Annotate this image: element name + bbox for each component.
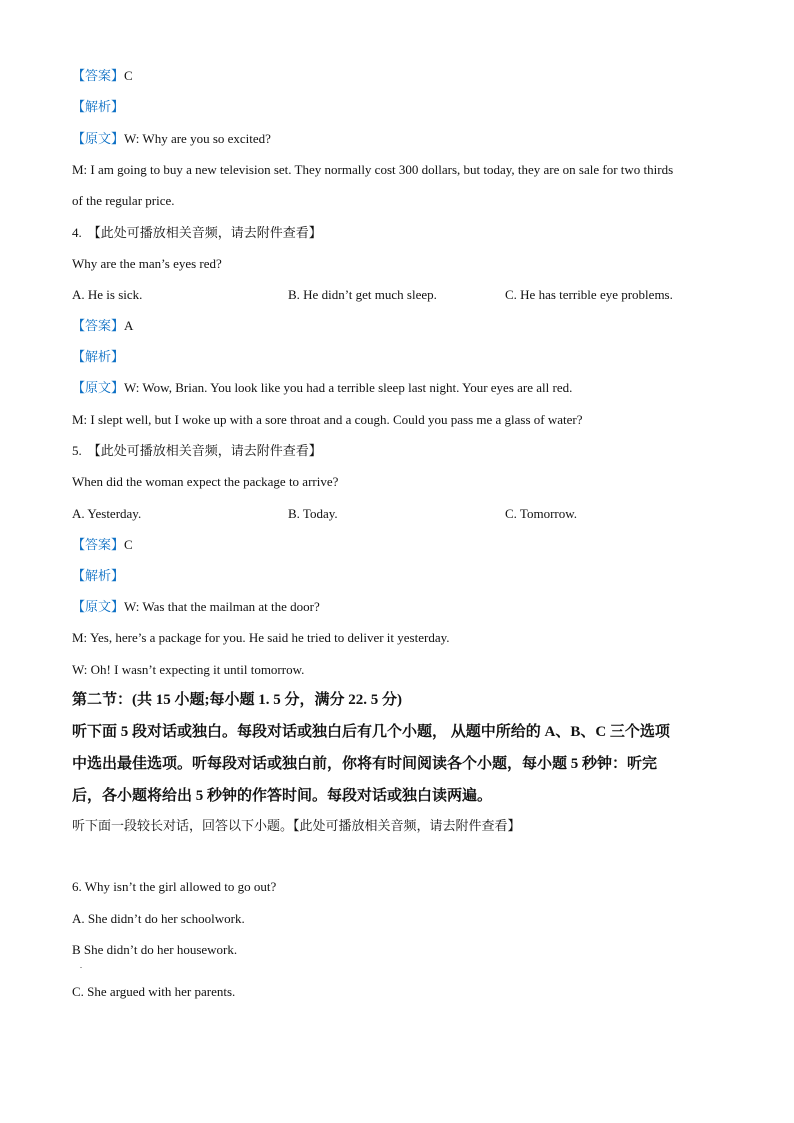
q5-heading [72,442,322,460]
transcript-tag: 【原文】 [72,131,125,146]
q6-option-b: B She didn’t do her housework. [72,942,238,957]
transcript-tag: 【原文】 [72,380,125,395]
q4-answer-line [72,317,133,335]
answer-tag: 【答案】 [72,68,125,83]
analysis-tag: 【解析】 [72,349,125,364]
q4-transcript-w [72,379,572,397]
q4-question: Why are the man’s eyes red? [72,256,222,271]
q5-question: When did the woman expect the package to arrive? [72,474,339,489]
q6-stray-dot: . [80,961,82,970]
q4-number: 4. [72,225,82,240]
transcript-tag: 【原文】 [72,599,125,614]
q4-option-c: C. He has terrible eye problems. [505,287,673,302]
section2-instruction-1: 听下面 5 段对话或独白。每段对话或独白后有几个小题， 从题中所给的 A、B、C 三个选项 [72,724,670,740]
q5-option-a: A. Yesterday. [72,506,142,521]
q4-transcript-m: M: I slept well, but I woke up with a sore throat and a cough. Could you pass me a glass of water? [72,412,583,427]
q4-w-text: W: Wow, Brian. You look like you had a terrible sleep last night. Your eyes are all red. [124,380,573,395]
q3-transcript-m-line1: M: I am going to buy a new television set. They normally cost 300 dollars, but today, they are on sale for two thirds [72,162,674,177]
q5-option-c: C. Tomorrow. [505,506,578,521]
answer-tag: 【答案】 [72,318,125,333]
q3-w-text: W: Why are you so excited? [124,131,271,146]
q6-question: 6. Why isn’t the girl allowed to go out? [72,879,277,894]
q4-audio-note[interactable]: 【此处可播放相关音频，请去附件查看】 [87,225,322,240]
q3-analysis-line [72,98,124,116]
section2-title: 第二节：(共 15 小题;每小题 1. 5 分，满分 22. 5 分) [72,692,402,708]
q5-answer: C [124,537,133,552]
q5-answer-line [72,536,133,554]
analysis-tag: 【解析】 [72,568,125,583]
q4-option-b: B. He didn’t get much sleep. [288,287,437,302]
q5-analysis-line [72,567,124,585]
q3-answer-line [72,67,133,85]
q5-w1-text: W: Was that the mailman at the door? [124,599,320,614]
q5-number: 5. [72,443,82,458]
answer-tag: 【答案】 [72,537,125,552]
q3-transcript-w [72,130,271,148]
q5-transcript-w2: W: Oh! I wasn’t expecting it until tomorrow. [72,662,305,677]
q3-transcript-m-line2: of the regular price. [72,193,175,208]
q5-audio-note[interactable]: 【此处可播放相关音频，请去附件查看】 [87,443,322,458]
q4-heading [72,224,322,242]
q6-option-a: A. She didn’t do her schoolwork. [72,911,245,926]
q4-analysis-line [72,348,124,366]
q6-option-c: C. She argued with her parents. [72,984,236,999]
q5-option-b: B. Today. [288,506,338,521]
q5-transcript-m: M: Yes, here’s a package for you. He said he tried to deliver it yesterday. [72,630,450,645]
section2-instruction-2: 中选出最佳选项。听每段对话或独白前，你将有时间阅读各个小题，每小题 5 秒钟：听完 [72,756,658,772]
analysis-tag: 【解析】 [72,99,125,114]
section2-listen-note[interactable]: 听下面一段较长对话，回答以下小题。【此处可播放相关音频，请去附件查看】 [72,818,521,833]
q5-transcript-w1 [72,598,320,616]
section2-instruction-3: 后，各小题将给出 5 秒钟的作答时间。每段对话或独白读两遍。 [72,788,493,804]
q4-option-a: A. He is sick. [72,287,143,302]
q3-answer: C [124,68,133,83]
q4-answer: A [124,318,134,333]
